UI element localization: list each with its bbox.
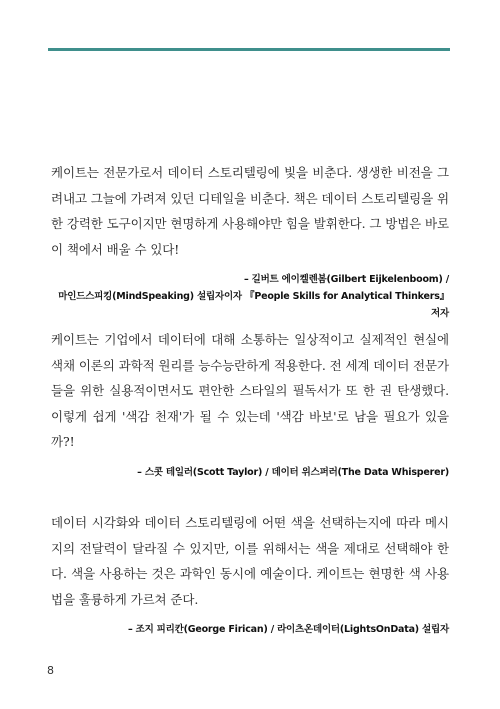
top-accent-rule [48,48,450,51]
endorsement-attribution-line: – 조지 피리칸(George Firican) / 라이츠온데이터(LightsOnData) 설립자 [127,624,449,635]
endorsement-2 [51,327,449,481]
endorsement-attribution-line: – 길버트 에이켈렌봄(Gilbert Eijkelenboom) / [243,274,449,285]
endorsement-text: 케이트는 전문가로서 데이터 스토리텔링에 빛을 비춘다. 생생한 비전을 그려내고 그늘에 가려져 있던 디테일을 비춘다. 책은 데이터 스토리텔링을 위한 강력한 도구이지만 현명하게 사용해야만 힘을 발휘한다. 그 방법은 바로 이 책에서 배울 수 있다! [51,165,449,257]
endorsement-3 [51,510,449,638]
page-number: 8 [47,664,54,677]
endorsement-attribution-line: 마인드스피킹(MindSpeaking) 설립자이자 『People Skills for Analytical Thinkers』 저자 [58,291,449,319]
endorsement-text: 케이트는 기업에서 데이터에 대해 소통하는 일상적이고 실제적인 현실에 색채 이론의 과학적 원리를 능수능란하게 적용한다. 전 세계 데이터 전문가들을 위한 실용적이면서도 편안한 스타일의 필독서가 또 한 권 탄생했다. 이렇게 쉽게 '색감 천재'가 될 수 있는데 '색감 바보'로 남을 필요가 있을까?! [51,332,449,449]
endorsement-text: 데이터 시각화와 데이터 스토리텔링에 어떤 색을 선택하는지에 따라 메시지의 전달력이 달라질 수 있지만, 이를 위해서는 색을 제대로 선택해야 한다. 색을 사용하는 것은 과학인 동시에 예술이다. 케이트는 현명한 색 사용법을 훌륭하게 가르쳐 준다. [51,515,449,607]
endorsement-attribution-line: – 스콧 테일러(Scott Taylor) / 데이터 위스퍼러(The Data Whisperer) [137,466,449,478]
endorsement-1 [51,160,449,322]
